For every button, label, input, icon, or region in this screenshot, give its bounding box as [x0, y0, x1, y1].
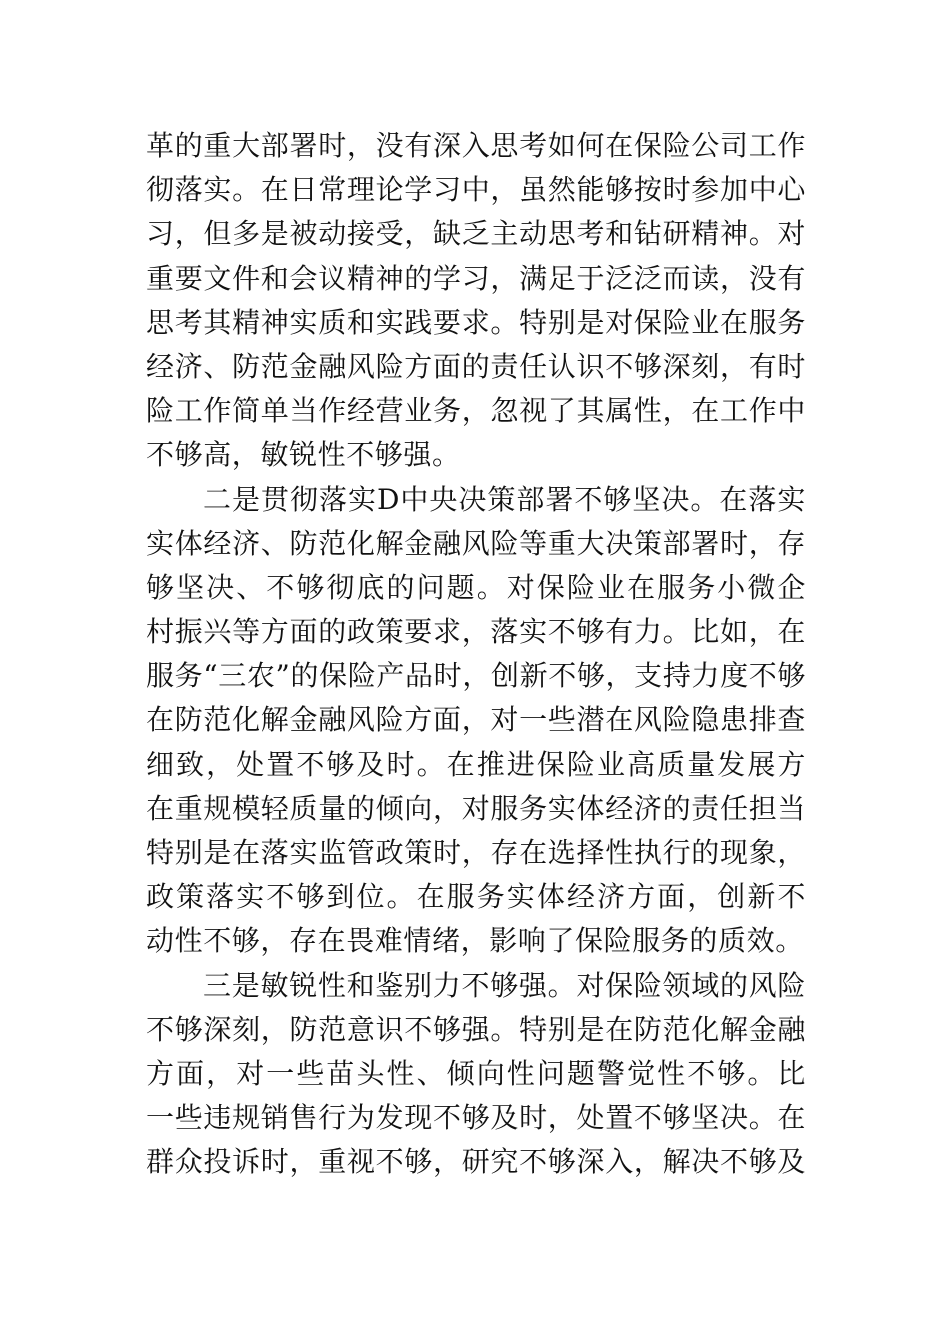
text-line: 险工作简单当作经营业务，忽视了其属性，在工作中	[146, 394, 806, 428]
text-line: 革的重大部署时，没有深入思考如何在保险公司工作	[146, 129, 806, 162]
text-line: 一些违规销售行为发现不够及时，处置不够坚决。在	[146, 1101, 806, 1135]
paragraph-2	[146, 478, 806, 964]
paragraph-3	[146, 964, 806, 1185]
text-line: 够坚决、不够彻底的问题。对保险业在服务小微企	[146, 570, 806, 604]
text-line: 思考其精神实质和实践要求。特别是对保险业在服务	[146, 305, 806, 339]
text-line: 在防范化解金融风险方面，对一些潜在风险隐患排查	[146, 703, 806, 737]
text-line: 村振兴等方面的政策要求，落实不够有力。比如，在	[146, 615, 806, 649]
text-line: 彻落实。在日常理论学习中，虽然能够按时参加中心	[146, 173, 806, 207]
text-line: 政策落实不够到位。在服务实体经济方面，创新不	[146, 880, 806, 914]
text-line: 在重规模轻质量的倾向，对服务实体经济的责任担当	[146, 791, 806, 825]
text-line: 细致，处置不够及时。在推进保险业高质量发展方	[146, 747, 806, 781]
paragraph-heading-line: 二是贯彻落实D中央决策部署不够坚决。在落实	[203, 482, 806, 516]
text-line: 方面，对一些苗头性、倾向性问题警觉性不够。比	[146, 1056, 806, 1090]
text-line: 不够深刻，防范意识不够强。特别是在防范化解金融	[146, 1012, 806, 1046]
text-line: 服务“三农”的保险产品时，创新不够，支持力度不够	[146, 659, 806, 693]
document-page	[146, 124, 806, 1185]
text-line: 动性不够，存在畏难情绪，影响了保险服务的质效。	[146, 924, 804, 958]
text-line: 重要文件和会议精神的学习，满足于泛泛而读，没有	[146, 261, 806, 295]
paragraph-1	[146, 124, 806, 478]
paragraph-heading-line: 三是敏锐性和鉴别力不够强。对保险领域的风险	[203, 968, 806, 1002]
text-line: 习，但多是被动接受，缺乏主动思考和钻研精神。对	[146, 217, 806, 251]
text-line: 经济、防范金融风险方面的责任认识不够深刻，有时	[146, 349, 806, 383]
text-line: 特别是在落实监管政策时，存在选择性执行的现象，	[146, 836, 806, 869]
text-line: 实体经济、防范化解金融风险等重大决策部署时，存	[146, 526, 806, 560]
text-line: 群众投诉时，重视不够，研究不够深入，解决不够及	[146, 1145, 806, 1179]
text-line: 不够高，敏锐性不够强。	[146, 438, 461, 472]
